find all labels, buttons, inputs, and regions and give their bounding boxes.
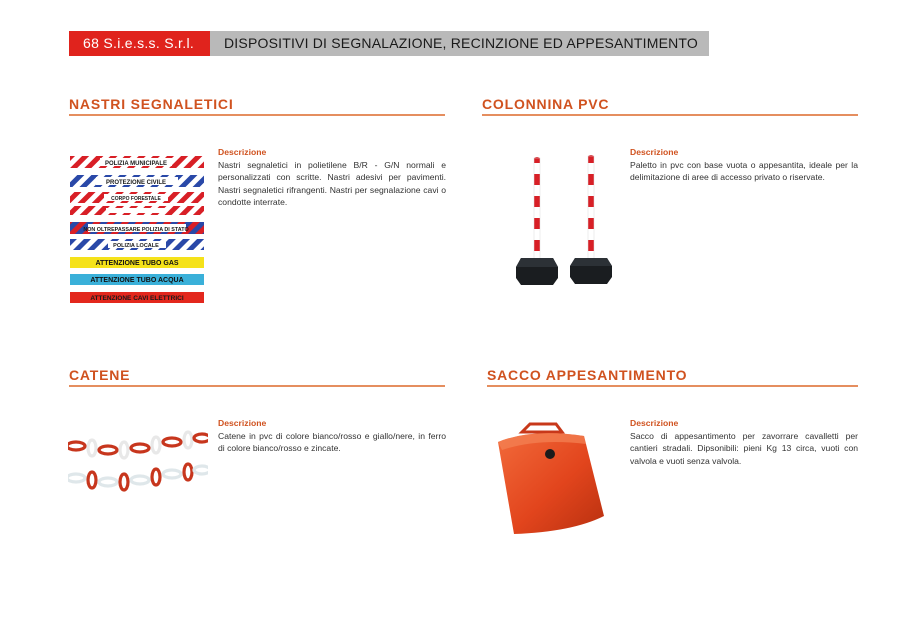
section-sacco [487, 366, 858, 387]
tape-text-2: PROTEZIONE CIVILE [105, 180, 167, 186]
section-title: CATENE [69, 367, 131, 383]
page-number-label: 68 S.i.e.s.s. S.r.l. [69, 31, 210, 56]
description-colonnina [630, 146, 858, 184]
bag-handle [522, 424, 562, 432]
section-nastri [69, 95, 445, 116]
section-divider [69, 385, 445, 387]
description-sacco [630, 417, 858, 467]
section-divider [487, 385, 858, 387]
section-colonnina [482, 95, 858, 116]
section-title: SACCO APPESANTIMENTO [487, 367, 688, 383]
tape-text-3: CORPO FORESTALE [111, 196, 161, 202]
page-header [69, 31, 709, 56]
tape-text-6: POLIZIA LOCALE [113, 243, 159, 249]
description-catene [218, 417, 446, 455]
description-label: Descrizione [218, 147, 267, 157]
section-title: NASTRI SEGNALETICI [69, 96, 234, 112]
description-text: Nastri segnaletici in polietilene B/R - G/N normali e personalizzati con scritte. Nastri adesivi per pavimenti. Nastri segnaletici rifrangenti. Nastri per segnalazione cavi o condotte interrate. [218, 159, 446, 208]
section-divider [482, 114, 858, 116]
description-label: Descrizione [218, 418, 267, 428]
page-title: DISPOSITIVI DI SEGNALAZIONE, RECINZIONE ED APPESANTIMENTO [210, 31, 709, 56]
chain-upper [68, 432, 208, 458]
chains-image [68, 420, 208, 500]
tapes-image [70, 154, 206, 306]
bag-valve [545, 449, 555, 459]
post-left [534, 158, 540, 268]
bag-body [498, 433, 604, 534]
description-text: Catene in pvc di colore bianco/rosso e giallo/nere, in ferro di colore bianco/rosso e zincate. [218, 430, 446, 454]
tape-text-5: NON OLTREPASSARE POLIZIA DI STATO [83, 227, 189, 233]
posts-image [483, 152, 623, 292]
description-text: Sacco di appesantimento per zavorrare cavalletti per cantieri stradali. Dipsonibili: pieni Kg 13 circa, vuoti con valvola e vuoti senza valvola. [630, 430, 858, 466]
section-divider [69, 114, 445, 116]
tape-text-9: ATTENZIONE CAVI ELETTRICI [90, 295, 184, 302]
tape-text-1: POLIZIA MUNICIPALE [105, 161, 167, 167]
tape-text-8: ATTENZIONE TUBO ACQUA [90, 277, 184, 284]
tape-text-7: ATTENZIONE TUBO GAS [95, 260, 179, 267]
section-title: COLONNINA PVC [482, 96, 610, 112]
section-catene [69, 366, 445, 387]
description-text: Paletto in pvc con base vuota o appesantita, ideale per la delimitazione di aree di accesso privato o riservate. [630, 159, 858, 183]
description-label: Descrizione [630, 147, 679, 157]
chain-lower [68, 464, 208, 490]
description-label: Descrizione [630, 418, 679, 428]
description-nastri [218, 146, 446, 209]
post-right [588, 156, 594, 266]
weight-bag-image [492, 418, 610, 536]
